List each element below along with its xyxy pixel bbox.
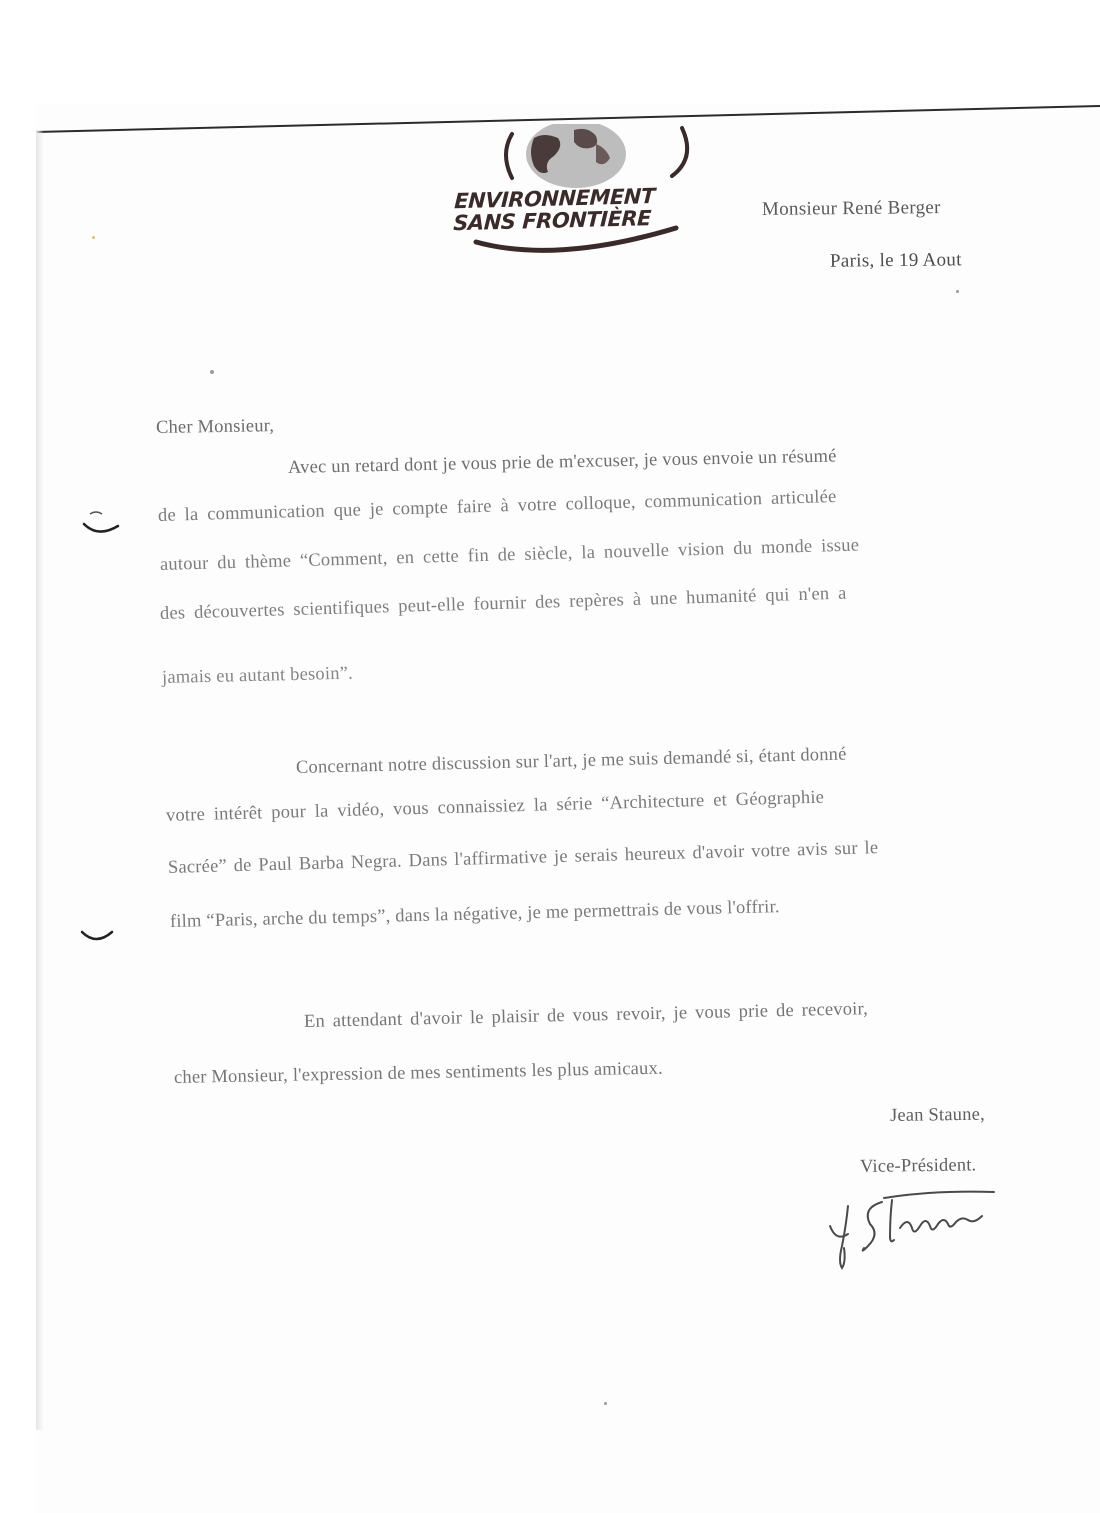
organization-name [453, 183, 705, 236]
paper-speck [210, 370, 214, 374]
paragraph1-line: des découvertes scientifiques peut-elle fournir des repères à une humanité qui n'en a [159, 583, 847, 624]
punch-hole-mark [80, 506, 120, 536]
paragraph1-line: Avec un retard dont je vous prie de m'excuser, je vous envoie un résumé [287, 446, 837, 478]
signatory-title: Vice-Président. [859, 1155, 977, 1177]
paragraph1-line: jamais eu autant besoin”. [161, 663, 354, 688]
paper-speck [956, 290, 959, 293]
paragraph1-line: autour du thème “Comment, en cette fin de siècle, la nouvelle vision du monde issue [159, 535, 860, 575]
paragraph2-line: Concernant notre discussion sur l'art, je me suis demandé si, étant donné [295, 744, 847, 778]
paragraph1-line: de la communication que je compte faire à votre colloque, communication articulée [157, 487, 837, 526]
paragraph3-line: cher Monsieur, l'expression de mes sentiments les plus amicaux. [173, 1058, 663, 1088]
salutation: Cher Monsieur, [155, 416, 275, 438]
signatory-name: Jean Staune, [889, 1104, 985, 1126]
paper-left-edge [36, 130, 44, 1430]
paragraph2-line: Sacrée” de Paul Barba Negra. Dans l'affirmative je serais heureux d'avoir votre avis sur le [167, 838, 879, 878]
paper-speck [604, 1402, 607, 1405]
paper-speck [92, 236, 95, 239]
letter-date: Paris, le 19 Aout [829, 249, 962, 272]
handwritten-signature [822, 1188, 1002, 1278]
punch-hole-mark [78, 918, 118, 948]
organization-name-line2: SANS FRONTIÈRE [452, 206, 652, 236]
paragraph2-line: votre intérêt pour la vidéo, vous connaissiez la série “Architecture et Géographie [165, 787, 825, 826]
paragraph3-line: En attendant d'avoir le plaisir de vous revoir, je vous prie de recevoir, [303, 999, 869, 1032]
recipient-name: Monsieur René Berger [761, 197, 941, 220]
organization-name-line1: ENVIRONNEMENT [453, 184, 656, 214]
paragraph2-line: film “Paris, arche du temps”, dans la négative, je me permettrais de vous l'offrir. [169, 897, 780, 932]
letterhead-logo [446, 124, 708, 264]
